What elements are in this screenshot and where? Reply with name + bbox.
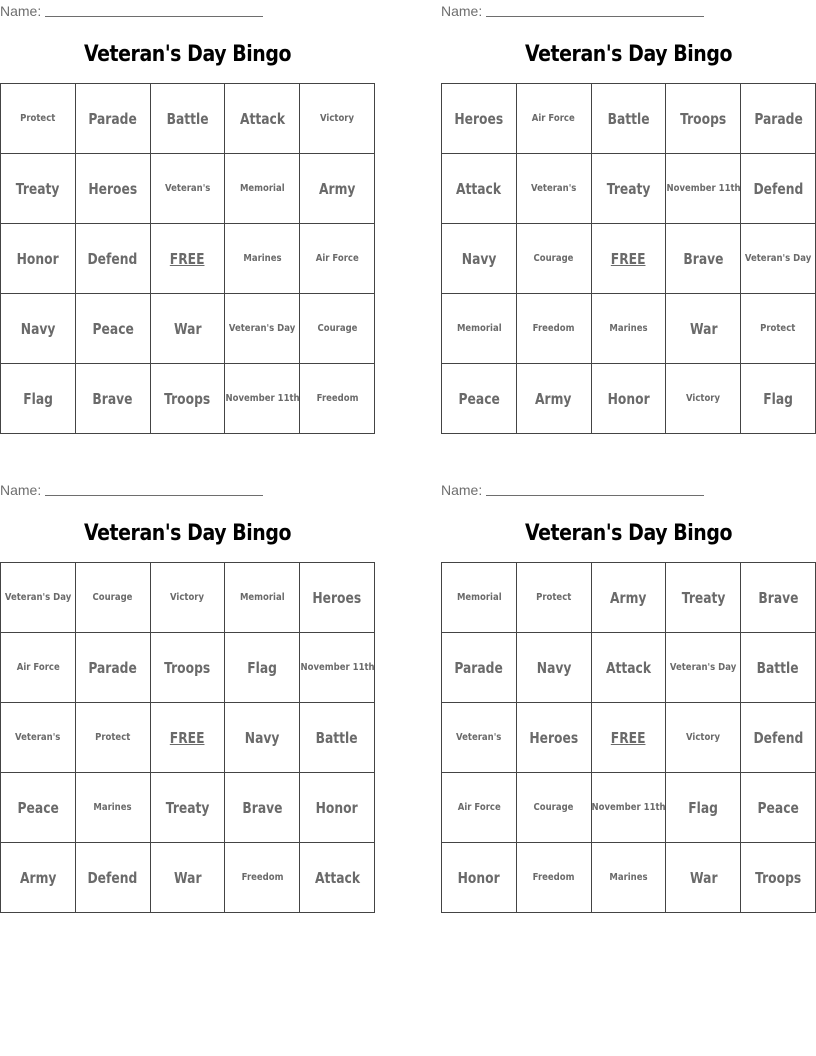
bingo-cell[interactable]: [76, 224, 151, 294]
bingo-cell[interactable]: [442, 294, 517, 364]
bingo-cell-label: Courage: [533, 253, 574, 264]
bingo-cell[interactable]: [517, 294, 592, 364]
bingo-cell-label: Navy: [536, 658, 572, 677]
bingo-cell-label: Attack: [456, 179, 502, 198]
bingo-cell[interactable]: [517, 843, 592, 913]
bingo-cell[interactable]: [151, 84, 226, 154]
name-blank-field[interactable]: [45, 16, 263, 17]
bingo-cell[interactable]: [151, 294, 226, 364]
bingo-cell[interactable]: [76, 633, 151, 703]
bingo-cell-label: Parade: [88, 109, 137, 128]
card-title: Veteran's Day Bingo: [83, 521, 292, 546]
bingo-cell[interactable]: [517, 84, 592, 154]
bingo-cell[interactable]: [1, 294, 76, 364]
bingo-grid: [0, 562, 375, 913]
bingo-cell-label: Air Force: [532, 113, 576, 124]
bingo-cell-label: Courage: [92, 592, 133, 603]
bingo-cell-label: Memorial: [456, 592, 502, 603]
bingo-cell[interactable]: [225, 703, 300, 773]
bingo-cell-label: Brave: [683, 249, 724, 268]
bingo-card-1: [0, 0, 375, 408]
bingo-cell-label: Brave: [242, 798, 283, 817]
name-label: Name:: [0, 482, 42, 498]
free-space-cell[interactable]: [592, 703, 667, 773]
bingo-cell-label: November 11th: [225, 393, 300, 404]
bingo-cell-label: Army: [19, 868, 57, 887]
bingo-cell[interactable]: [741, 843, 816, 913]
bingo-cell-label: Attack: [605, 658, 652, 677]
bingo-cell[interactable]: [442, 154, 517, 224]
bingo-cell-label: Parade: [88, 658, 137, 677]
bingo-cell[interactable]: [1, 703, 76, 773]
bingo-cell-label: Veteran's Day: [229, 323, 296, 334]
bingo-cell[interactable]: [1, 224, 76, 294]
bingo-cell[interactable]: [741, 773, 816, 843]
bingo-cell-label: Freedom: [532, 872, 575, 883]
bingo-cell[interactable]: [741, 364, 816, 434]
bingo-grid: [441, 83, 816, 434]
bingo-cell[interactable]: [300, 294, 375, 364]
bingo-cell-label: Brave: [758, 588, 799, 607]
bingo-cell-label: Protect: [760, 323, 796, 334]
bingo-cell[interactable]: [666, 294, 741, 364]
bingo-cell[interactable]: [666, 84, 741, 154]
bingo-cell-label: November 11th: [666, 183, 741, 194]
bingo-cell-label: Heroes: [529, 728, 579, 747]
bingo-cell-label: Memorial: [456, 323, 502, 334]
bingo-cell[interactable]: [442, 563, 517, 633]
bingo-cell-label: Victory: [320, 113, 355, 124]
bingo-cell-label: Victory: [686, 732, 721, 743]
bingo-cell-label: Courage: [533, 802, 574, 813]
bingo-card-2: [441, 0, 816, 408]
bingo-cell-label: Air Force: [315, 253, 359, 264]
bingo-cell[interactable]: [300, 843, 375, 913]
bingo-grid: [0, 83, 375, 434]
bingo-cell[interactable]: [442, 703, 517, 773]
bingo-cell-label: Army: [535, 389, 572, 408]
bingo-cell-label: Troops: [164, 658, 211, 677]
bingo-cell-label: Peace: [92, 319, 134, 338]
bingo-grid: [441, 562, 816, 913]
bingo-cell[interactable]: [592, 364, 667, 434]
bingo-card-4: [441, 479, 816, 887]
bingo-cell-label: November 11th: [300, 662, 375, 673]
bingo-cell[interactable]: [76, 773, 151, 843]
bingo-cell[interactable]: [225, 154, 300, 224]
bingo-cell-label: Flag: [688, 798, 719, 817]
bingo-cell[interactable]: [741, 703, 816, 773]
free-space-cell[interactable]: [151, 703, 226, 773]
name-line: [0, 479, 375, 501]
bingo-cell[interactable]: [741, 563, 816, 633]
bingo-cell[interactable]: [666, 843, 741, 913]
bingo-cell[interactable]: [666, 703, 741, 773]
bingo-cell-label: Honor: [316, 798, 359, 817]
bingo-cell[interactable]: [741, 84, 816, 154]
bingo-cell[interactable]: [151, 773, 226, 843]
bingo-cell[interactable]: [592, 633, 667, 703]
bingo-cell-label: Marines: [243, 253, 282, 264]
bingo-cell-label: War: [689, 319, 718, 338]
bingo-cell[interactable]: [517, 154, 592, 224]
bingo-cell-label: Treaty: [606, 179, 651, 198]
bingo-cell-label: Heroes: [454, 109, 504, 128]
name-blank-field[interactable]: [45, 495, 263, 496]
bingo-cell-label: Defend: [87, 249, 138, 268]
bingo-cell-label: Navy: [20, 319, 56, 338]
bingo-cell-label: Marines: [609, 872, 648, 883]
name-label: Name:: [0, 3, 42, 19]
bingo-cell-label: Treaty: [165, 798, 210, 817]
bingo-cell[interactable]: [517, 633, 592, 703]
bingo-cell[interactable]: [592, 843, 667, 913]
bingo-cell-label: War: [689, 868, 718, 887]
bingo-cell[interactable]: [741, 224, 816, 294]
bingo-cell[interactable]: [76, 703, 151, 773]
bingo-cell[interactable]: [1, 773, 76, 843]
bingo-cell-label: Protect: [95, 732, 131, 743]
bingo-cell-label: Troops: [680, 109, 727, 128]
bingo-cell-label: Memorial: [239, 592, 285, 603]
bingo-cell-label: Brave: [92, 389, 133, 408]
bingo-cell-label: Veteran's: [15, 732, 61, 743]
bingo-cell-label: Honor: [607, 389, 650, 408]
bingo-cell[interactable]: [76, 364, 151, 434]
bingo-cell[interactable]: [76, 563, 151, 633]
bingo-cell-label: Navy: [244, 728, 280, 747]
bingo-cell[interactable]: [442, 773, 517, 843]
bingo-cell[interactable]: [592, 773, 667, 843]
bingo-cell-label: FREE: [611, 249, 646, 268]
bingo-cell[interactable]: [300, 154, 375, 224]
bingo-cell[interactable]: [442, 633, 517, 703]
bingo-cell-label: Veteran's Day: [4, 592, 72, 603]
bingo-cell[interactable]: [442, 364, 517, 434]
bingo-cell[interactable]: [225, 364, 300, 434]
bingo-cell[interactable]: [225, 843, 300, 913]
bingo-cell-label: Attack: [239, 109, 285, 128]
bingo-cell[interactable]: [1, 843, 76, 913]
bingo-cell[interactable]: [300, 703, 375, 773]
bingo-cell-label: Battle: [607, 109, 650, 128]
bingo-cell-label: Air Force: [16, 662, 60, 673]
bingo-cell-label: Defend: [753, 728, 804, 747]
bingo-cell[interactable]: [741, 154, 816, 224]
bingo-cell-label: Freedom: [241, 872, 284, 883]
bingo-cell[interactable]: [151, 563, 226, 633]
bingo-cell-label: Battle: [166, 109, 209, 128]
bingo-cell-label: Flag: [247, 658, 278, 677]
bingo-cell[interactable]: [76, 154, 151, 224]
bingo-card-3: [0, 479, 375, 887]
bingo-cell-label: Heroes: [88, 179, 138, 198]
bingo-cell[interactable]: [151, 843, 226, 913]
bingo-cell-label: Army: [318, 179, 356, 198]
bingo-cell-label: Defend: [87, 868, 138, 887]
bingo-cell-label: Attack: [314, 868, 360, 887]
bingo-cell[interactable]: [300, 224, 375, 294]
bingo-cell-label: Treaty: [681, 588, 726, 607]
bingo-cell-label: Flag: [23, 389, 53, 408]
card-title: Veteran's Day Bingo: [83, 42, 292, 67]
free-space-cell[interactable]: [592, 224, 667, 294]
bingo-cell-label: Veteran's: [164, 183, 211, 194]
bingo-cell[interactable]: [76, 84, 151, 154]
bingo-cell-label: Parade: [753, 109, 803, 128]
bingo-cell[interactable]: [592, 563, 667, 633]
bingo-cell-label: Marines: [93, 802, 132, 813]
bingo-cell-label: Treaty: [16, 179, 60, 198]
bingo-cell[interactable]: [517, 364, 592, 434]
name-label: Name:: [441, 3, 483, 19]
bingo-cell-label: FREE: [170, 728, 205, 747]
bingo-cell-label: Heroes: [312, 588, 362, 607]
bingo-cell-label: Peace: [17, 798, 59, 817]
bingo-cell-label: Defend: [753, 179, 804, 198]
bingo-cell-label: Flag: [763, 389, 793, 408]
name-blank-field[interactable]: [486, 16, 704, 17]
bingo-cell[interactable]: [666, 773, 741, 843]
bingo-cell[interactable]: [1, 364, 76, 434]
bingo-cell[interactable]: [225, 224, 300, 294]
bingo-cell[interactable]: [1, 154, 76, 224]
bingo-cell-label: Honor: [457, 868, 500, 887]
bingo-cell[interactable]: [517, 224, 592, 294]
bingo-cell[interactable]: [1, 633, 76, 703]
bingo-cell[interactable]: [592, 294, 667, 364]
bingo-cell[interactable]: [517, 563, 592, 633]
bingo-cell-label: FREE: [170, 249, 205, 268]
bingo-cell-label: Air Force: [457, 802, 501, 813]
bingo-cell[interactable]: [225, 563, 300, 633]
bingo-cell[interactable]: [300, 563, 375, 633]
bingo-cell[interactable]: [225, 633, 300, 703]
bingo-cell-label: Veteran's Day: [744, 253, 812, 264]
bingo-cell-label: Marines: [609, 323, 648, 334]
bingo-cell-label: Veteran's Day: [670, 662, 737, 673]
bingo-cell-label: War: [173, 868, 202, 887]
bingo-cell-label: Victory: [170, 592, 205, 603]
bingo-cell[interactable]: [151, 154, 226, 224]
bingo-cell[interactable]: [592, 154, 667, 224]
bingo-cell-label: Memorial: [239, 183, 285, 194]
name-line: [0, 0, 375, 22]
bingo-cell[interactable]: [225, 773, 300, 843]
bingo-cell-label: Peace: [757, 798, 799, 817]
bingo-cell-label: Battle: [757, 658, 800, 677]
bingo-cell[interactable]: [442, 84, 517, 154]
bingo-cell-label: Troops: [164, 389, 211, 408]
free-space-cell[interactable]: [151, 224, 226, 294]
bingo-cell-label: War: [173, 319, 202, 338]
bingo-cell-label: Protect: [20, 113, 56, 124]
bingo-cell-label: Battle: [316, 728, 359, 747]
bingo-cell-label: Navy: [461, 249, 497, 268]
bingo-cell-label: Army: [610, 588, 647, 607]
bingo-cell[interactable]: [300, 773, 375, 843]
bingo-cell[interactable]: [666, 563, 741, 633]
bingo-cell[interactable]: [741, 633, 816, 703]
bingo-cell[interactable]: [666, 224, 741, 294]
card-title: Veteran's Day Bingo: [524, 521, 733, 546]
bingo-cell[interactable]: [1, 84, 76, 154]
bingo-cell[interactable]: [592, 84, 667, 154]
bingo-cell-label: Courage: [317, 323, 358, 334]
bingo-cell[interactable]: [300, 84, 375, 154]
bingo-cell[interactable]: [666, 154, 741, 224]
bingo-cell[interactable]: [225, 294, 300, 364]
bingo-cell-label: Victory: [686, 393, 721, 404]
bingo-cell[interactable]: [666, 364, 741, 434]
bingo-cell-label: Honor: [16, 249, 59, 268]
bingo-cell[interactable]: [76, 843, 151, 913]
bingo-cell-label: Freedom: [532, 323, 575, 334]
name-blank-field[interactable]: [486, 495, 704, 496]
bingo-cell[interactable]: [666, 633, 741, 703]
bingo-cell[interactable]: [225, 84, 300, 154]
bingo-cell-label: Veteran's: [456, 732, 502, 743]
bingo-cell-label: Protect: [536, 592, 572, 603]
bingo-cell[interactable]: [517, 703, 592, 773]
bingo-cell-label: November 11th: [591, 802, 666, 813]
bingo-cell[interactable]: [300, 633, 375, 703]
bingo-cell-label: Veteran's: [531, 183, 577, 194]
card-title: Veteran's Day Bingo: [524, 42, 733, 67]
bingo-cell[interactable]: [517, 773, 592, 843]
bingo-cell-label: Peace: [458, 389, 500, 408]
bingo-cell-label: Troops: [755, 868, 802, 887]
name-label: Name:: [441, 482, 483, 498]
bingo-cell[interactable]: [151, 633, 226, 703]
bingo-cell[interactable]: [76, 294, 151, 364]
bingo-cell-label: Parade: [454, 658, 504, 677]
bingo-cell[interactable]: [741, 294, 816, 364]
bingo-cell[interactable]: [442, 843, 517, 913]
bingo-cell[interactable]: [151, 364, 226, 434]
bingo-cell[interactable]: [442, 224, 517, 294]
bingo-cell[interactable]: [1, 563, 76, 633]
bingo-cell-label: FREE: [611, 728, 646, 747]
bingo-cell[interactable]: [300, 364, 375, 434]
bingo-cell-label: Freedom: [316, 393, 358, 404]
name-line: [441, 0, 816, 22]
name-line: [441, 479, 816, 501]
